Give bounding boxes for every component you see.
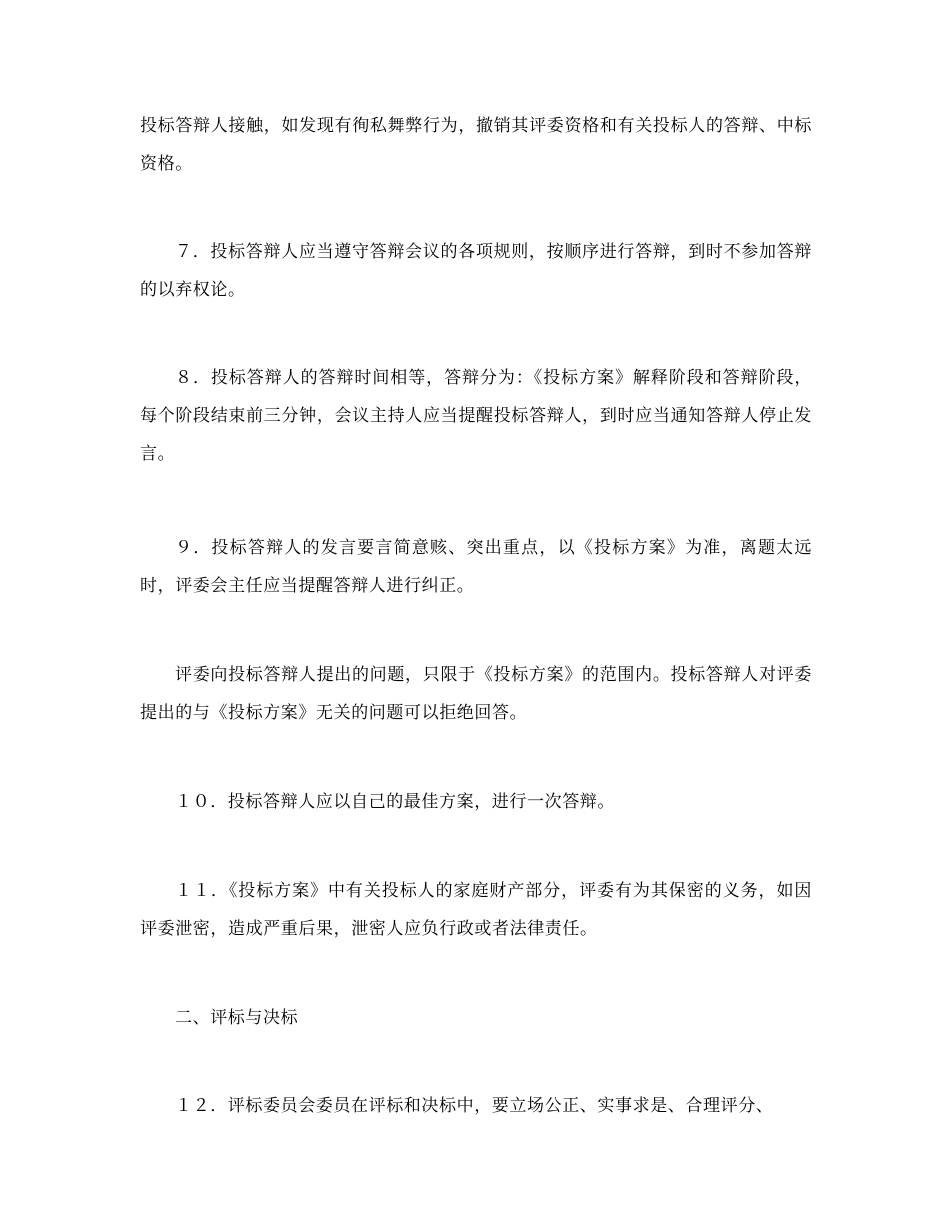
paragraph-item-9: ９．投标答辩人的发言要言简意赅、突出重点，以《投标方案》为准，离题太远时，评委会主任应当提醒答辩人进行纠正。 (140, 538, 812, 596)
paragraph-item-10: １０．投标答辩人应以自己的最佳方案，进行一次答辩。 (175, 792, 615, 812)
paragraph-item-12: １２．评标委员会委员在评标和决标中，要立场公正、实事求是、合理评分、 (175, 1096, 774, 1116)
paragraph-continued: 投标答辩人接触，如发现有徇私舞弊行为，撤销其评委资格和有关投标人的答辩、中标资格。 (140, 116, 812, 174)
paragraph-item-7: ７．投标答辩人应当遵守答辩会议的各项规则，按顺序进行答辩，到时不参加答辩的以弃权论。 (140, 242, 812, 300)
paragraph-item-11: １１．《投标方案》中有关投标人的家庭财产部分，评委有为其保密的义务，如因评委泄密，造成严重后果，泄密人应负行政或者法律责任。 (140, 881, 812, 939)
paragraph-item-9-note: 评委向投标答辩人提出的问题，只限于《投标方案》的范围内。投标答辩人对评委提出的与《投标方案》无关的问题可以拒绝回答。 (140, 665, 812, 723)
section-heading: 二、评标与决标 (175, 1008, 299, 1028)
paragraph-item-8: ８．投标答辩人的答辩时间相等，答辩分为：《投标方案》解释阶段和答辩阶段，每个阶段结束前三分钟，会议主持人应当提醒投标答辩人，到时应当通知答辩人停止发言。 (140, 368, 812, 464)
